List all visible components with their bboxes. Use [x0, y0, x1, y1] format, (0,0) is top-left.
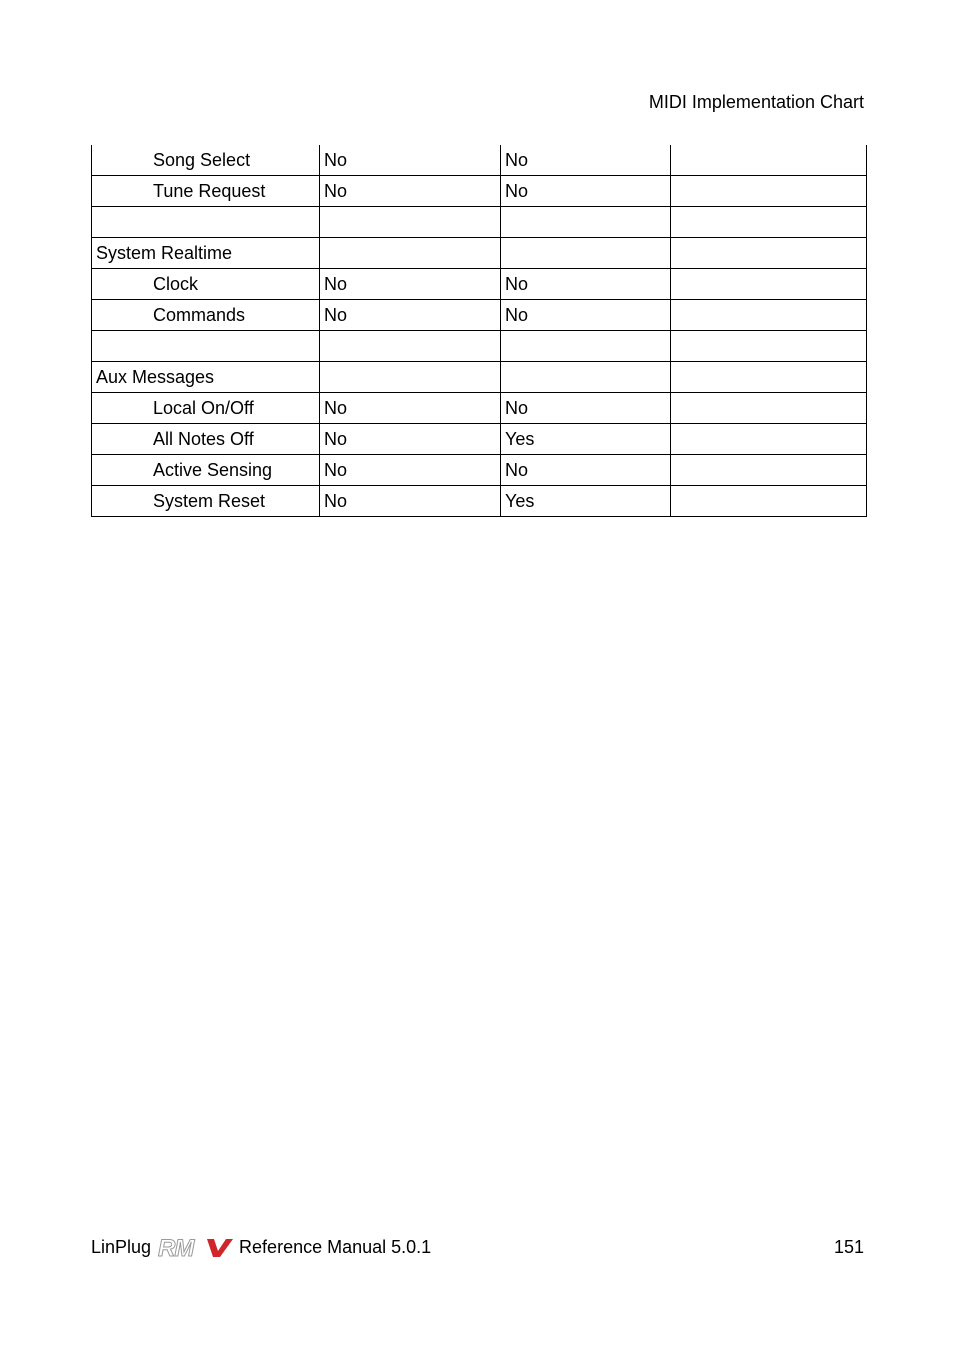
- cell-recognized: [501, 331, 671, 362]
- cell-remarks: [671, 176, 867, 207]
- cell-function: Active Sensing: [92, 455, 320, 486]
- cell-remarks: [671, 207, 867, 238]
- table-row: [92, 269, 867, 300]
- cell-recognized: No: [501, 176, 671, 207]
- page-footer: [91, 1236, 864, 1260]
- cell-transmitted: No: [320, 393, 501, 424]
- cell-recognized: No: [501, 393, 671, 424]
- cell-function: Local On/Off: [92, 393, 320, 424]
- footer-manual-title: Reference Manual 5.0.1: [239, 1237, 432, 1257]
- cell-remarks: [671, 300, 867, 331]
- cell-transmitted: [320, 331, 501, 362]
- table-row: [92, 300, 867, 331]
- table-row: [92, 455, 867, 486]
- cell-transmitted: No: [320, 176, 501, 207]
- cell-transmitted: [320, 362, 501, 393]
- cell-remarks: [671, 424, 867, 455]
- cell-transmitted: No: [320, 455, 501, 486]
- cell-transmitted: No: [320, 300, 501, 331]
- cell-remarks: [671, 393, 867, 424]
- cell-recognized: [501, 362, 671, 393]
- table-body: [92, 145, 867, 517]
- cell-recognized: No: [501, 300, 671, 331]
- cell-function: Commands: [92, 300, 320, 331]
- cell-recognized: No: [501, 145, 671, 176]
- cell-remarks: [671, 331, 867, 362]
- table-row: [92, 176, 867, 207]
- cell-function: System Reset: [92, 486, 320, 517]
- cell-transmitted: [320, 207, 501, 238]
- cell-function: [92, 331, 320, 362]
- footer-brand: LinPlug: [91, 1237, 152, 1257]
- cell-remarks: [671, 238, 867, 269]
- midi-implementation-table: [91, 145, 867, 517]
- table-row: [92, 238, 867, 269]
- cell-function: Tune Request: [92, 176, 320, 207]
- cell-remarks: [671, 486, 867, 517]
- cell-recognized: Yes: [501, 486, 671, 517]
- rmv-logo-icon: [157, 1236, 233, 1258]
- cell-function: Song Select: [92, 145, 320, 176]
- table-row: [92, 145, 867, 176]
- cell-transmitted: No: [320, 145, 501, 176]
- cell-recognized: No: [501, 269, 671, 300]
- svg-text:RM: RM: [158, 1236, 194, 1258]
- cell-function: System Realtime: [92, 238, 320, 269]
- cell-transmitted: No: [320, 424, 501, 455]
- cell-transmitted: [320, 238, 501, 269]
- cell-transmitted: No: [320, 486, 501, 517]
- cell-function: [92, 207, 320, 238]
- table-row: [92, 331, 867, 362]
- cell-function: Clock: [92, 269, 320, 300]
- page-header-title: MIDI Implementation Chart: [648, 92, 864, 112]
- cell-recognized: [501, 238, 671, 269]
- cell-remarks: [671, 362, 867, 393]
- table-row: [92, 207, 867, 238]
- cell-remarks: [671, 269, 867, 300]
- cell-transmitted: No: [320, 269, 501, 300]
- table-row: [92, 393, 867, 424]
- cell-remarks: [671, 145, 867, 176]
- table-row: [92, 362, 867, 393]
- cell-remarks: [671, 455, 867, 486]
- table-row: [92, 424, 867, 455]
- cell-recognized: No: [501, 455, 671, 486]
- cell-recognized: [501, 207, 671, 238]
- cell-function: All Notes Off: [92, 424, 320, 455]
- cell-recognized: Yes: [501, 424, 671, 455]
- cell-function: Aux Messages: [92, 362, 320, 393]
- table-row: [92, 486, 867, 517]
- footer-page-number: 151: [833, 1237, 864, 1257]
- footer-left: [91, 1236, 431, 1258]
